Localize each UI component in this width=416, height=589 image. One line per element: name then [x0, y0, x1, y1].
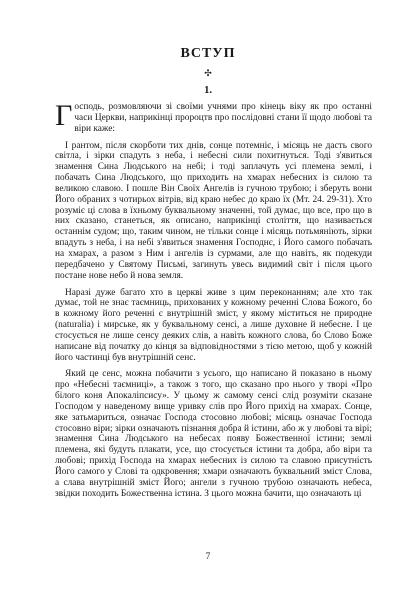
ornament-icon: ✣ — [204, 68, 212, 78]
drop-cap: Г — [55, 99, 73, 132]
paragraph — [55, 99, 372, 135]
paragraph: І рантом, після скорботи тих днів, сонце потемніє, і місяць не дасть свого світла, і зірки спадуть з неба, і небесні сили похитнуться. Тоді з'явиться знамення Сина Людського на небі; і тоді заплачуть усі племена землі, і побачать Сина Людського, що приходить на хмарах небесних із силою та великою славою. І пошле Він Своїх Ангелів із гучною трубою; і зберуть вони Його обраних з чотирьох вітрів, від краю небес до краю їх (Мт. 24. 29-31). Хто розуміє ці слова в їхньому буквальному значенні, той думає, що все, про що в них сказано, станеться, як описано, наприкінці століття, що називається останнім судом; що, таким чином, не тільки сонце і місяць потьмяніють, зірки впадуть з неба, і на небі з'явиться знамення Господнє, і Його самого побачать на хмарах, а разом з Ним і ангелів із сурмами, але що навіть, як подекуди передбачено у Святому Письмі, загинуть увесь видимий світ і після цього постане нове небо й нова земля. — [55, 140, 372, 281]
section-number: 1. — [204, 85, 212, 96]
page-number: 7 — [205, 552, 211, 562]
body-text — [55, 99, 372, 506]
chapter-title: ВСТУП — [180, 46, 236, 61]
paragraph: Який це сенс, можна побачити з усього, що написано й показано в ньому про «Небесні таємниці», а також з того, що сказано про нього у творі «Про білого коня Апокаліпсису». У цьому ж самому сенсі слід розуміти сказане Господом у наведеному вище уривку слів про Його прихід на хмарах. Сонце, яке затьмариться, означає Господа стосовно любові; місяць означає Господа стосовно віри; зірки означають пізнання добра й істини, або ж у любові та вірі; знамення Сина Людського на небесах появу Божественної істини; землі племена, які будуть плакати, усе, що стосується істини та добра, або віри та любові; прихід Господа на хмарах небесних із силою та славою присутність Його самого у Слові та одкровення; хмари означають буквальний зміст Слова, а слава внутрішній зміст Його; ангели з гучною трубою означають небеса, звідки походить Божественна істина. З цього можна бачити, що означають ці — [55, 369, 372, 499]
paragraph: Наразі дуже багато хто в церкві живе з цим переконанням; але хто так думає, той не знає таємниць, прихованих у кожному реченні Слова Божого, бо в кожному його реченні є внутрішній зміст, у якому міститься не природне (naturalia) і мирське, як у буквальному сенсі, а лише духовне й небесне. І це стосується не лише сенсу деяких слів, а навіть кожного слова, бо Слово Боже написане від початку до кінця за відповідностями з тією метою, щоб у кожній його частинці був внутрішній сенс. — [55, 287, 372, 363]
paragraph-text: осподь, розмовляючи зі своїми учнями про кінець віку як про останні часи Церкви, наприкінці пророцтв про послідовні стани її щодо любові та віри каже: — [74, 102, 372, 134]
